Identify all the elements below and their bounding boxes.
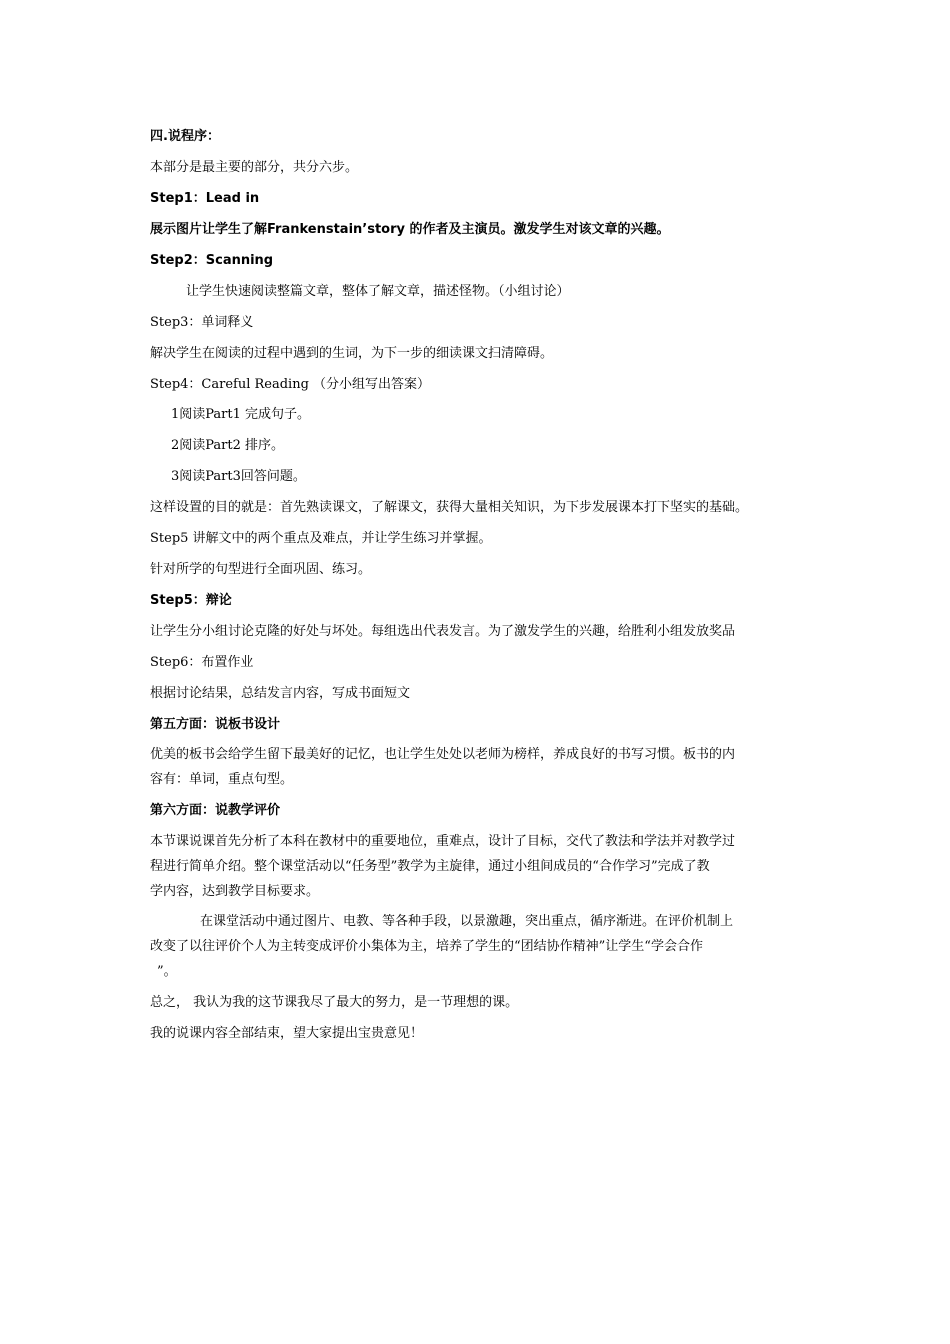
step4-item: 3阅读Part3回答问题。 [171,469,306,484]
section6-paragraph-line: 程进行简单介绍。整个课堂活动以“任务型”教学为主旋律，通过小组间成员的“合作学习”完成了教 [150,859,710,874]
step1-title: Step1：Lead in [150,191,260,206]
step4-purpose: 这样设置的目的就是：首先熟读课文，了解课文，获得大量相关知识，为下步发展课本打下坚实的基础。 [150,500,749,515]
section4-heading: 四.说程序： [150,129,220,144]
step2-title: Step2：Scanning [150,253,274,268]
step3-title: Step3：单词释义 [150,315,254,330]
step1-text: 展示图片让学生了解Frankenstain’story 的作者及主演员。激发学生对该文章的兴趣。 [150,222,670,237]
section6-paragraph-line: 本节课说课首先分析了本科在教材中的重要地位，重难点，设计了目标，交代了教法和学法并对教学过 [150,834,736,849]
step2-text: 让学生快速阅读整篇文章，整体了解文章，描述怪物。（小组讨论） [186,284,570,299]
conclusion-line: 我的说课内容全部结束，望大家提出宝贵意见！ [150,1026,424,1041]
section5-text-line: 优美的板书会给学生留下最美好的记忆，也让学生处处以老师为榜样，养成良好的书写习惯。板书的内 [150,747,736,762]
conclusion-line: 总之， 我认为我的这节课我尽了最大的努力，是一节理想的课。 [150,995,519,1010]
section5-heading: 第五方面：说板书设计 [150,717,281,732]
step4-item: 2阅读Part2 排序。 [171,438,285,453]
section6-heading: 第六方面：说教学评价 [150,803,281,818]
section5-text-line: 容有：单词，重点句型。 [150,772,294,787]
section6-paragraph-line: 学内容，达到教学目标要求。 [150,884,320,899]
section4-intro: 本部分是最主要的部分，共分六步。 [150,160,359,175]
step4-item: 1阅读Part1 完成句子。 [171,407,311,422]
step6-text: 根据讨论结果，总结发言内容，写成书面短文 [150,686,411,701]
step5a-followup: 针对所学的句型进行全面巩固、练习。 [150,562,372,577]
step4-title: Step4：Careful Reading （分小组写出答案） [150,377,431,392]
section6-paragraph-line: 在课堂活动中通过图片、电教、等各种手段，以景激趣，突出重点，循序渐进。在评价机制上 [200,914,734,929]
section6-paragraph-line: 改变了以往评价个人为主转变成评价小集体为主，培养了学生的“团结协作精神”让学生“学会合作 [150,939,703,954]
step5b-title: Step5：辩论 [150,593,232,608]
step5a-text: Step5 讲解文中的两个重点及难点，并让学生练习并掌握。 [150,531,492,546]
section6-paragraph-line: ”。 [157,964,177,979]
step5b-text: 让学生分小组讨论克隆的好处与坏处。每组选出代表发言。为了激发学生的兴趣，给胜利小组发放奖品 [150,624,736,639]
step3-text: 解决学生在阅读的过程中遇到的生词，为下一步的细读课文扫清障碍。 [150,346,554,361]
step6-title: Step6：布置作业 [150,655,254,670]
